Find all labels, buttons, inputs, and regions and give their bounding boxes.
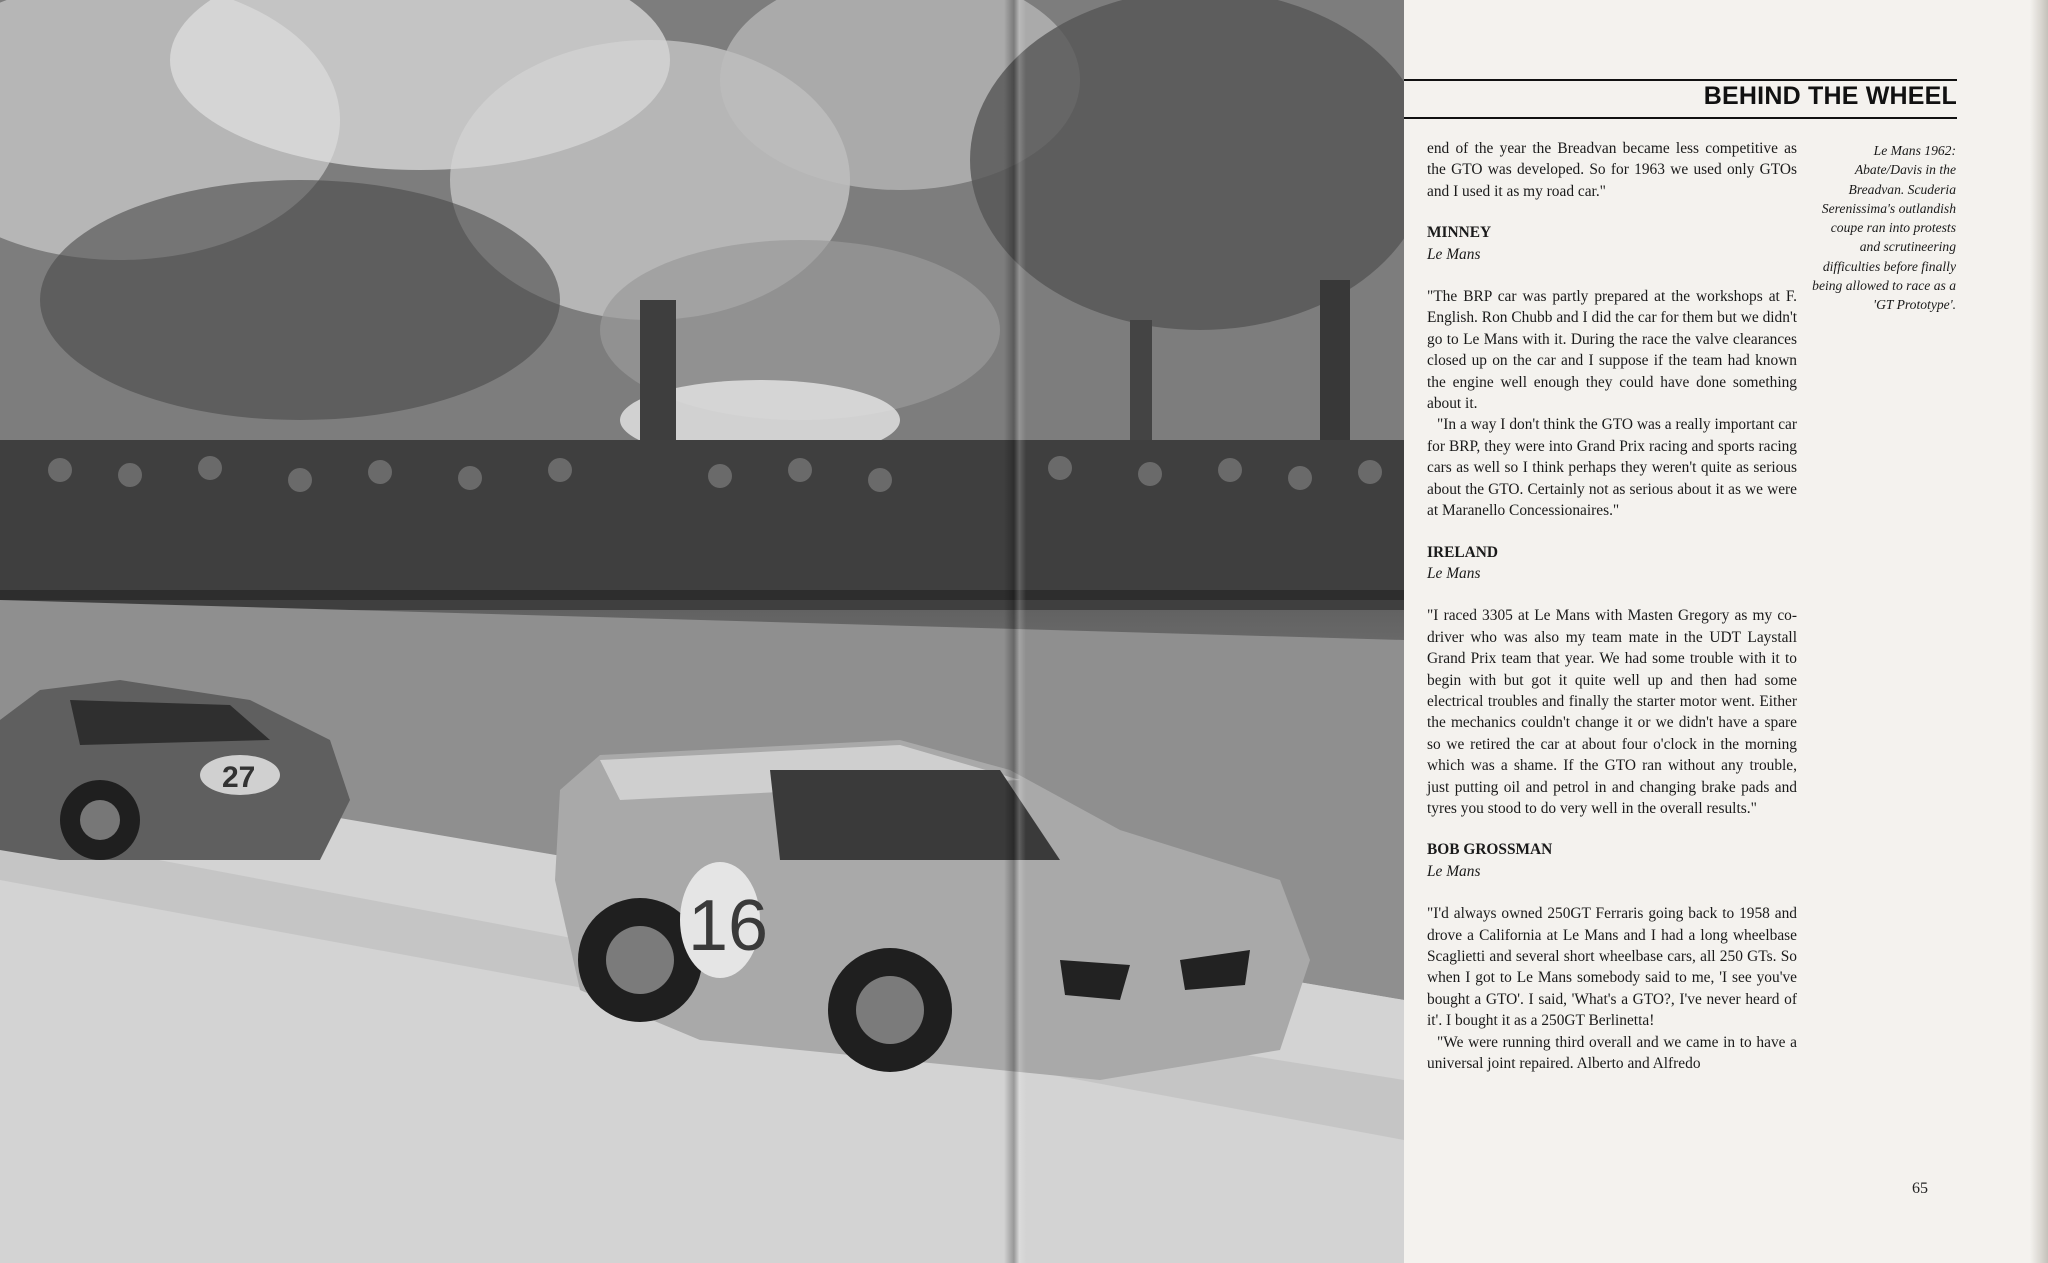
paragraph: "I raced 3305 at Le Mans with Masten Gregory as my co-driver who was also my team mate in the UDT Laystall Grand Prix team that year. We had some trouble with it to begin with but got it quite well up and then had some electrical troubles and finally the starter motor went. Either the mechanics couldn't change it or we didn't have a spare so we retired the car at about four o'clock in the morning which was a shame. If the GTO ran without any trouble, just putting oil and petrol in and changing brake pads and tyres you stood to do very well in the overall results." [1427, 607, 1797, 817]
section-name-grossman: BOB GROSSMAN [1427, 841, 1553, 859]
paragraph: "In a way I don't think the GTO was a really important car for BRP, they were into Grand Prix racing and sports racing cars as well so I think perhaps they weren't quite as serious about the GTO. Certainly not as serious about it as we were at Maranello Concessionaires." [1427, 416, 1797, 520]
header-rule-bottom [1404, 117, 1957, 119]
photo-caption: Le Mans 1962: Abate/Davis in the Breadvan. Scuderia Serenissima's outlandish coupe ran into protests and scrutineering difficulties before finally being allowed to race as a 'GT Prototype'. [1812, 143, 1956, 313]
book-gutter [1004, 0, 1026, 1263]
section-place-minney: Le Mans [1427, 245, 1481, 263]
paragraph: "We were running third overall and we came in to have a universal joint repaired. Alberto and Alfredo [1427, 1033, 1797, 1073]
page-number: 65 [1912, 1180, 1928, 1197]
page-header: BEHIND THE WHEEL [1703, 82, 1957, 110]
section-name-ireland: IRELAND [1427, 543, 1498, 561]
section-place-ireland: Le Mans [1427, 564, 1481, 582]
section-name-minney: MINNEY [1427, 224, 1492, 242]
page-edge [2030, 0, 2048, 1263]
rear-car-number: 27 [222, 761, 256, 794]
intro-paragraph: end of the year the Breadvan became less competitive as the GTO was developed. So for 1963 we used only GTOs and I used it as my road car." [1427, 140, 1797, 200]
header-rule-top [1404, 79, 1957, 81]
section-place-grossman: Le Mans [1427, 862, 1481, 880]
paragraph: "The BRP car was partly prepared at the workshops at F. English. Ron Chubb and I did the car for them but we didn't go to Le Mans with it. During the race the valve clearances closed up on the car and I suppose if the team had known the engine well enough they could have done something about it. [1427, 288, 1797, 413]
front-car-number: 16 [688, 886, 769, 966]
article-column [1427, 138, 1797, 1074]
paragraph: "I'd always owned 250GT Ferraris going back to 1958 and drove a California at Le Mans and I had a long wheelbase Scaglietti and several short wheelbase cars, all 250 GTs. So when I got to Le Mans somebody said to me, 'I see you've bought a GTO'. I said, 'What's a GTO?, I've never heard of it'. I bought it as a 250GT Berlinetta! [1427, 905, 1797, 1030]
